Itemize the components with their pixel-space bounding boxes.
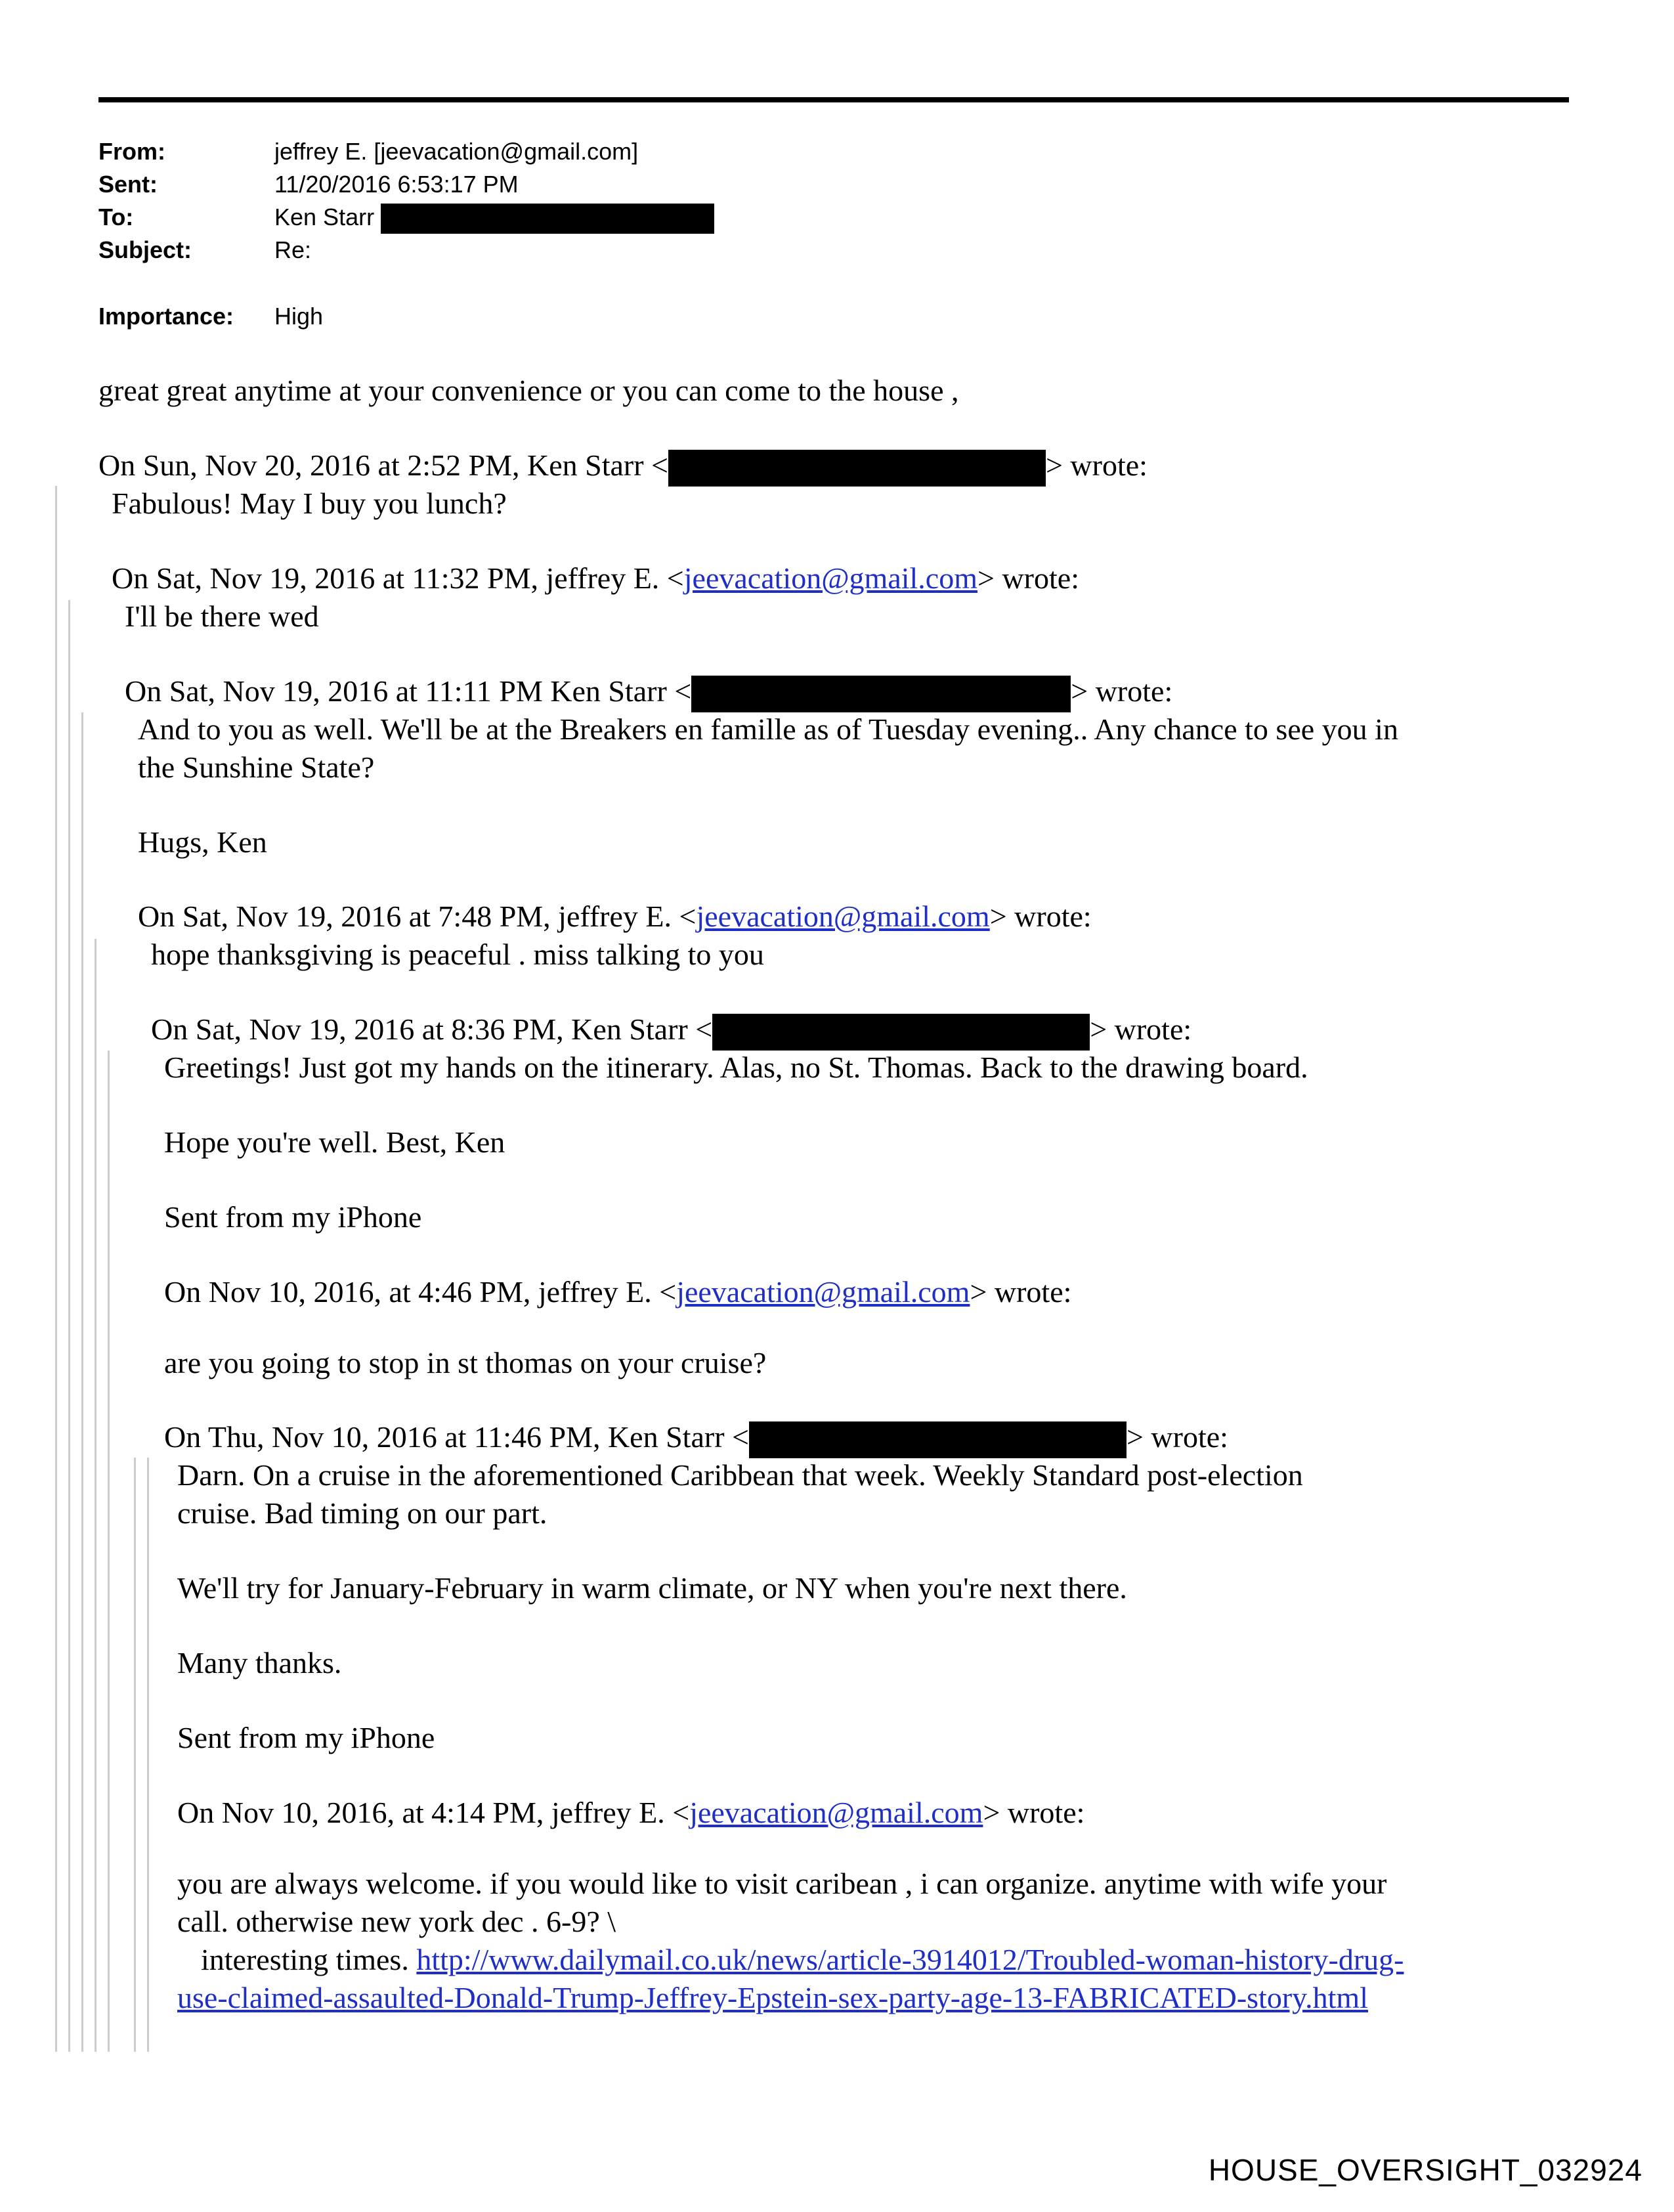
quoted-text: Many thanks. <box>177 1646 342 1680</box>
article-link-part-1[interactable]: http://www.dailymail.co.uk/news/article-3914012/Troubled-woman-history-drug- <box>416 1943 1404 1976</box>
bates-number: HOUSE_OVERSIGHT_032924 <box>1208 2153 1642 2187</box>
attribution-prefix: On Nov 10, 2016, at 4:46 PM, jeffrey E. < <box>164 1275 677 1309</box>
article-link-part-2[interactable]: use-claimed-assaulted-Donald-Trump-Jeffrey-Epstein-sex-party-age-13-FABRICATED-story.html <box>177 1981 1368 2014</box>
email-link[interactable]: jeevacation@gmail.com <box>683 561 978 595</box>
redaction-bar <box>712 1014 1090 1051</box>
quoted-text: the Sunshine State? <box>138 750 375 784</box>
redaction-bar <box>668 450 1046 487</box>
importance-label: Importance: <box>98 303 234 330</box>
quoted-text: And to you as well. We'll be at the Breakers en famille as of Tuesday evening.. Any chance to see you in <box>138 712 1398 746</box>
top-rule <box>98 97 1569 102</box>
attribution-suffix: > wrote: <box>970 1275 1072 1309</box>
redaction-bar <box>381 204 714 234</box>
attribution-suffix: > wrote: <box>1045 448 1148 482</box>
email-link[interactable]: jeevacation@gmail.com <box>689 1796 983 1829</box>
from-value: jeffrey E. [jeevacation@gmail.com] <box>274 138 639 165</box>
quoted-text: are you going to stop in st thomas on your cruise? <box>164 1346 767 1379</box>
email-link[interactable]: jeevacation@gmail.com <box>696 900 990 933</box>
attribution-line <box>164 1273 1071 1311</box>
quote-bar-level-2 <box>68 600 70 2052</box>
attribution-suffix: > wrote: <box>983 1796 1085 1829</box>
quoted-text: interesting times. <box>201 1943 417 1976</box>
attribution-suffix: > wrote: <box>1090 1012 1192 1046</box>
to-value: Ken Starr <box>274 204 375 230</box>
attribution-prefix: On Sat, Nov 19, 2016 at 11:32 PM, jeffrey E. < <box>112 561 684 595</box>
quoted-text: I'll be there wed <box>125 599 319 633</box>
to-value-row <box>274 201 714 234</box>
attribution-line <box>98 446 1148 487</box>
quoted-text: hope thanksgiving is peaceful . miss talking to you <box>151 938 764 971</box>
quoted-text: Hope you're well. Best, Ken <box>164 1125 505 1159</box>
quoted-text: you are always welcome. if you would like to visit caribean , i can organize. anytime with wife your <box>177 1867 1387 1900</box>
quoted-text: Sent from my iPhone <box>164 1200 422 1234</box>
importance-value: High <box>274 303 324 330</box>
attribution-line <box>112 559 1079 597</box>
sent-label: Sent: <box>98 171 158 198</box>
attribution-prefix: On Sat, Nov 19, 2016 at 7:48 PM, jeffrey E. < <box>138 900 697 933</box>
attribution-suffix: > wrote: <box>1126 1420 1228 1454</box>
reply-text: great great anytime at your convenience or you can come to the house , <box>98 374 959 407</box>
attribution-prefix: On Sat, Nov 19, 2016 at 8:36 PM, Ken Starr < <box>151 1012 713 1046</box>
quoted-text: Darn. On a cruise in the aforementioned Caribbean that week. Weekly Standard post-election <box>177 1458 1303 1492</box>
to-label: To: <box>98 204 134 230</box>
from-label: From: <box>98 138 165 165</box>
attribution-suffix: > wrote: <box>989 900 1092 933</box>
attribution-suffix: > wrote: <box>1071 674 1173 708</box>
article-link-row <box>177 1979 1368 2017</box>
attribution-line <box>125 672 1172 712</box>
attribution-prefix: On Sat, Nov 19, 2016 at 11:11 PM Ken Starr < <box>125 674 692 708</box>
attribution-line <box>151 1010 1191 1051</box>
attribution-prefix: On Nov 10, 2016, at 4:14 PM, jeffrey E. < <box>177 1796 690 1829</box>
email-link[interactable]: jeevacation@gmail.com <box>676 1275 970 1309</box>
subject-value: Re: <box>274 236 312 263</box>
quoted-text: call. otherwise new york dec . 6-9? \ <box>177 1905 616 1938</box>
quoted-text: cruise. Bad timing on our part. <box>177 1496 547 1530</box>
attribution-line <box>177 1794 1084 1832</box>
quote-bar-level-1 <box>55 486 57 2052</box>
quoted-text: We'll try for January-February in warm climate, or NY when you're next there. <box>177 1571 1127 1605</box>
quote-bar-level-6 <box>134 1458 136 2052</box>
attribution-line <box>138 898 1092 936</box>
quoted-text: Greetings! Just got my hands on the itinerary. Alas, no St. Thomas. Back to the drawing board. <box>164 1051 1308 1084</box>
attribution-suffix: > wrote: <box>977 561 1079 595</box>
quote-bar-level-3 <box>81 712 83 2052</box>
quote-bar-level-5 <box>108 1051 110 2052</box>
quote-bar-level-4 <box>95 939 97 2052</box>
subject-label: Subject: <box>98 236 192 263</box>
sent-value: 11/20/2016 6:53:17 PM <box>274 171 519 198</box>
quoted-text: Fabulous! May I buy you lunch? <box>112 487 507 520</box>
attribution-prefix: On Sun, Nov 20, 2016 at 2:52 PM, Ken Starr < <box>98 448 668 482</box>
attribution-prefix: On Thu, Nov 10, 2016 at 11:46 PM, Ken Starr < <box>164 1420 749 1454</box>
quoted-text-with-link <box>201 1941 1404 1979</box>
attribution-line <box>164 1418 1228 1458</box>
quoted-text: Sent from my iPhone <box>177 1721 435 1754</box>
redaction-bar <box>749 1421 1127 1458</box>
redaction-bar <box>691 676 1071 712</box>
quote-bar-level-7 <box>147 1458 149 2052</box>
quoted-text: Hugs, Ken <box>138 825 267 859</box>
